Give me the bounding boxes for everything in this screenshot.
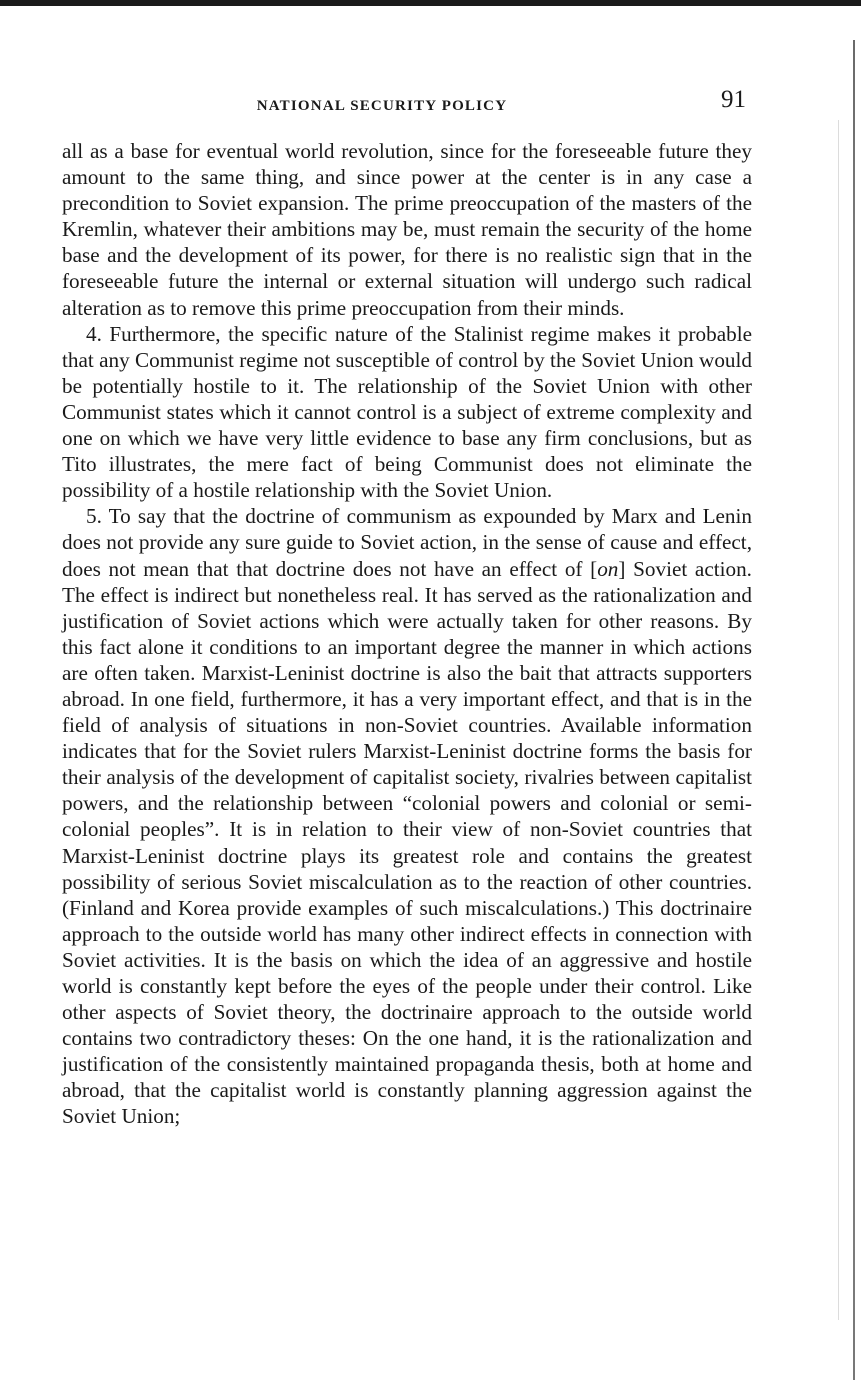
scan-shadow-line (838, 120, 839, 1320)
running-title: NATIONAL SECURITY POLICY (256, 98, 508, 114)
page-number: 91 (721, 86, 746, 113)
scan-top-edge (0, 0, 861, 6)
running-head (62, 86, 750, 126)
scan-right-edge (853, 40, 855, 1380)
paragraph-4: 4. Furthermore, the specific nature of the Stalinist regime makes it probable that any Communist regime not susceptible of control by the Soviet Union would be potentially hostile to it. The relationship of the Soviet Union with other Communist states which it cannot control is a subject of extreme complexity and one on which we have very little evidence to base any firm conclusions, but as Tito illustrates, the mere fact of being Communist does not eliminate the possibility of a hostile relationship with the Soviet Union. (62, 321, 752, 503)
paragraph-5-text-a: 5. To say that the doctrine of communism as expounded by Marx and Lenin does not provide any sure guide to Soviet action, in the sense of cause and effect, does not mean that that doctrine does not have an effect of [ (62, 504, 752, 581)
paragraph-5-italic-on: on (597, 556, 619, 581)
paragraph-continued: all as a base for eventual world revolution, since for the foreseeable future they amount to the same thing, and since power at the center is in any case a precondition to Soviet expansion. The prime preoccupation of the masters of the Kremlin, whatever their ambitions may be, must remain the security of the home base and the development of its power, for there is no realistic sign that in the foreseeable future the internal or external situation will undergo such radical alteration as to remove this prime preoccupation from their minds. (62, 139, 752, 320)
paragraph-5-text-b: ] Soviet action. The effect is indirect but nonetheless real. It has served as the rationalization and justification of Soviet actions which were actually taken for other reasons. By this fact alone it conditions to an important degree the manner in which actions are often taken. Marxist-Leninist doctrine is also the bait that attracts supporters abroad. In one field, furthermore, it has a very important effect, and that is in the field of analysis of situations in non-Soviet countries. Available information indicates that for the Soviet rulers Marxist-Leninist doctrine forms the basis for their analysis of the development of capitalist society, rivalries between capitalist powers, and the relationship between “colonial powers and colonial or semi-colonial peoples”. It is in relation to their view of non-Soviet countries that Marxist-Leninist doctrine plays its greatest role and contains the greatest possibility of serious Soviet miscalculation as to the reaction of other countries. (Finland and Korea provide examples of such miscalculations.) This doctrinaire approach to the outside world has many other indirect effects in connection with Soviet activities. It is the basis on which the idea of an aggressive and hostile world is constantly kept before the eyes of the people under their control. Like other aspects of Soviet theory, the doctrinaire approach to the outside world contains two contradictory theses: On the one hand, it is the rationalization and justification of the consistently maintained propaganda thesis, both at home and abroad, that the capitalist world is constantly planning aggression against the Soviet Union; (62, 556, 752, 1129)
body-text (62, 138, 752, 1130)
paragraph-5 (62, 503, 752, 1129)
